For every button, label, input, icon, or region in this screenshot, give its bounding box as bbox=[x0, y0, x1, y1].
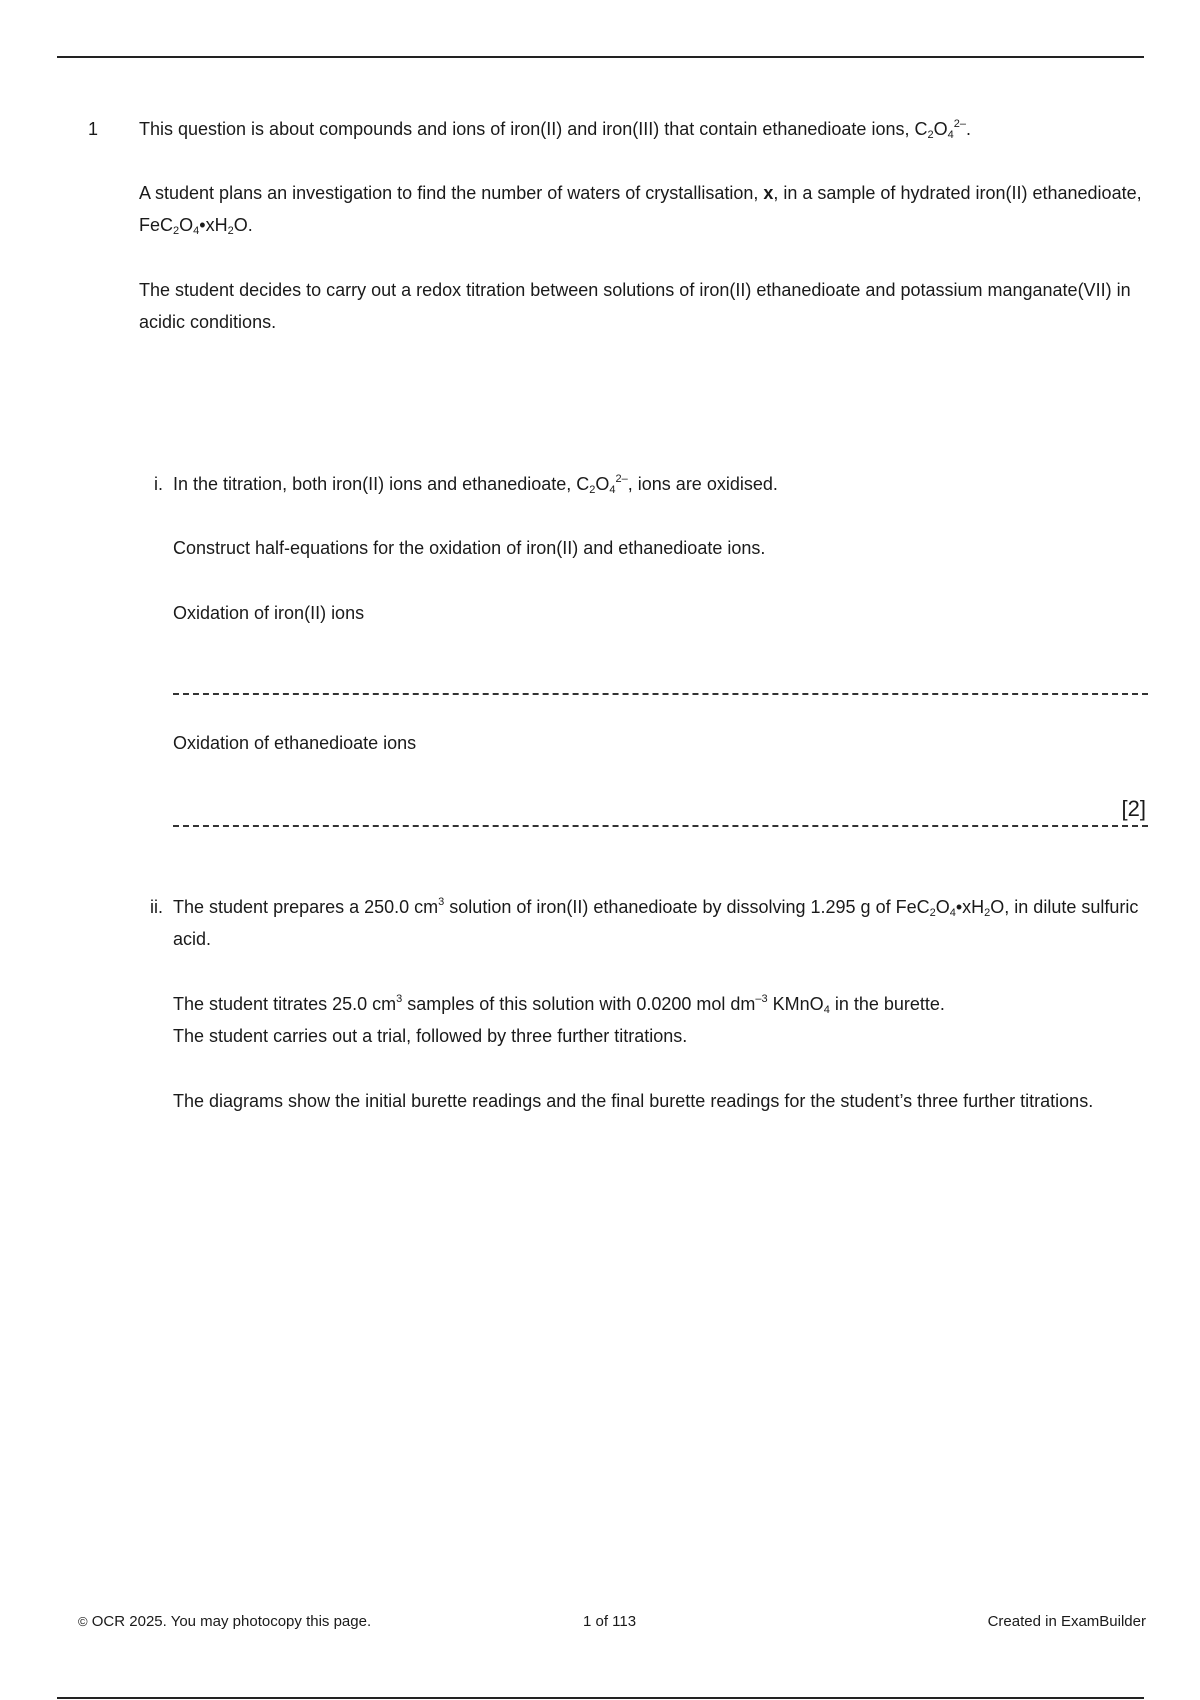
part-ii-titrates: The student titrates 25.0 $cm^3$ samples of this solution with 0.0200 mol $dm^{-3}$ KMnO$_4$ in the burette. bbox=[173, 993, 945, 1016]
question-plan: A student plans an investigation to find the number of waters of crystallisation, x, in a sample of hydrated iron(II) ethanedioate, $FeC_2O_4•xH_2O$. bbox=[139, 183, 1142, 237]
question-number: 1 bbox=[88, 119, 99, 139]
part-i-statement: In the titration, both iron(II) ions and ethanedioate, $C_2O_4^{2-}$, ions are oxidised. bbox=[173, 473, 778, 496]
part-ii-label: ii. bbox=[150, 897, 163, 917]
ethanedioate-answer-line[interactable] bbox=[173, 825, 1148, 827]
part-ii-trial: The student carries out a trial, followed by three further titrations. bbox=[173, 1026, 688, 1046]
question-intro: This question is about compounds and ions of iron(II) and iron(III) that contain ethanedioate ions, $C_2O_4^{2-}$. bbox=[139, 118, 971, 141]
iron-answer-line[interactable] bbox=[173, 693, 1148, 695]
copyright-icon: © bbox=[78, 1614, 88, 1629]
marks-indicator: [2] bbox=[1121, 796, 1146, 821]
footer-rule bbox=[57, 1697, 1144, 1699]
part-ii-preparation: The student prepares a 250.0 $cm^3$ solution of iron(II) ethanedioate by dissolving 1.295 g of $FeC_2O_4•xH_2O$, in dilute sulfuric acid. bbox=[173, 896, 1139, 949]
header-rule bbox=[57, 56, 1144, 58]
part-i-label: i. bbox=[154, 474, 163, 494]
footer-copyright: © OCR 2025. You may photocopy this page. bbox=[78, 1613, 372, 1630]
iron-oxidation-label: Oxidation of iron(II) ions bbox=[173, 603, 365, 623]
footer-page-number: 1 of 113 bbox=[583, 1613, 637, 1630]
part-i-instruction: Construct half-equations for the oxidation of iron(II) and ethanedioate ions. bbox=[173, 538, 766, 558]
part-ii-diagrams: The diagrams show the initial burette readings and the final burette readings for the student’s three further titrations. bbox=[173, 1091, 1094, 1111]
question-decides: The student decides to carry out a redox titration between solutions of iron(II) ethanedioate and potassium manganate(VII) in acidic conditions. bbox=[139, 280, 1131, 332]
footer-created: Created in ExamBuilder bbox=[987, 1613, 1146, 1630]
ethanedioate-oxidation-label: Oxidation of ethanedioate ions bbox=[173, 733, 417, 753]
